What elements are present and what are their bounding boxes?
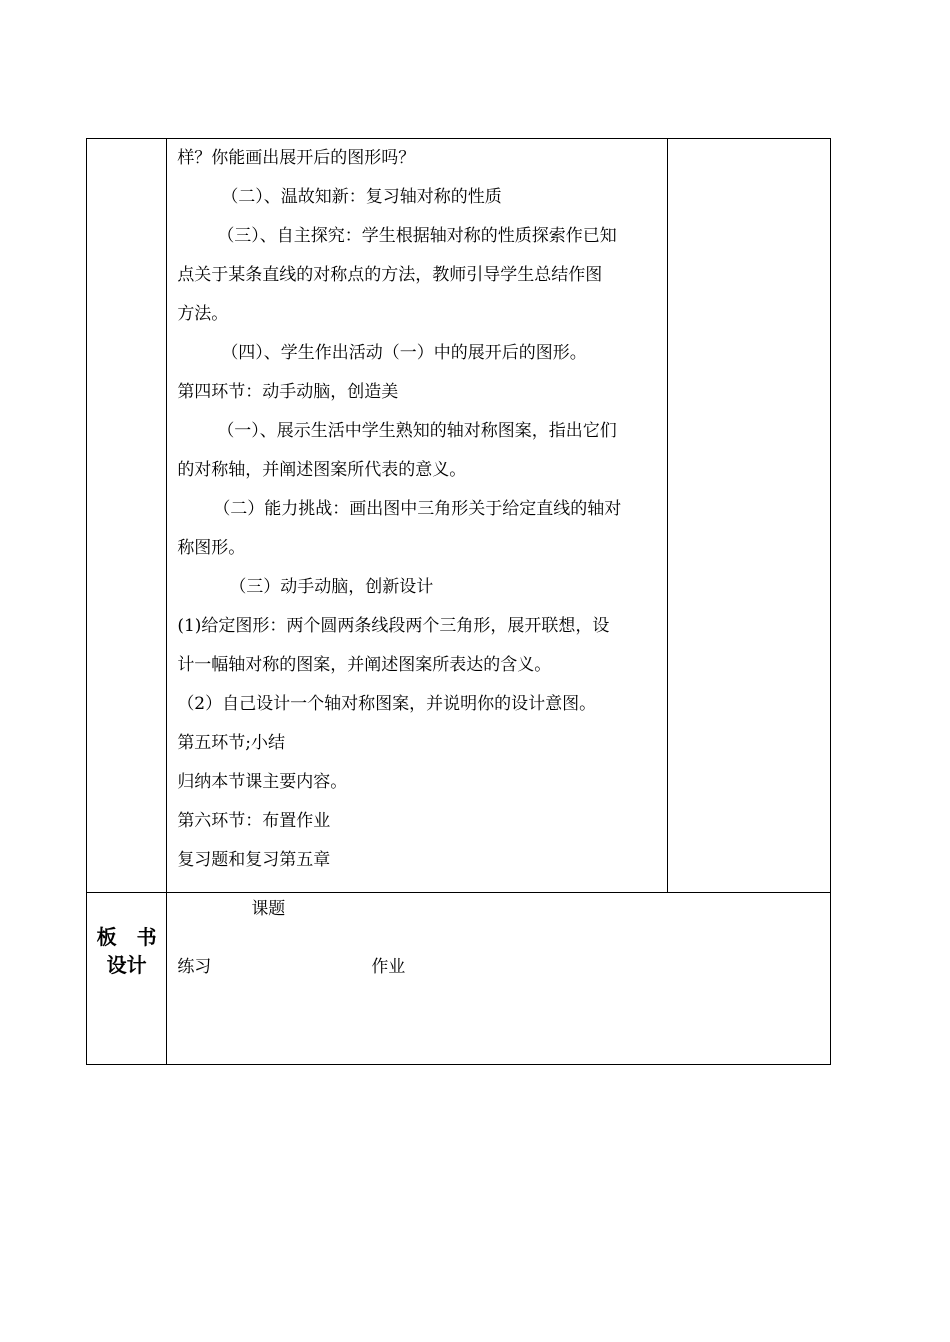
board-topic-label: 课题	[251, 899, 286, 919]
board-design-row	[87, 893, 831, 1065]
content-line: （2）自己设计一个轴对称图案，并说明你的设计意图。	[177, 694, 597, 714]
content-line: 第五环节;小结	[177, 733, 286, 753]
board-design-label-line1: 板 书	[96, 925, 157, 949]
content-line: （四）、学生作出活动（一）中的展开后的图形。	[221, 343, 587, 363]
content-line: 称图形。	[177, 538, 246, 558]
content-line: 样？你能画出展开后的图形吗？	[177, 148, 416, 168]
board-practice-label: 练习	[177, 957, 212, 977]
content-line: （三）动手动脑，创新设计	[229, 577, 434, 597]
board-design-content-cell	[167, 893, 831, 1065]
content-line: （一）、展示生活中学生熟知的轴对称图案，指出它们	[217, 421, 617, 441]
board-design-label-line2: 设计	[106, 953, 147, 977]
content-line: 计一幅轴对称的图案，并阐述图案所表达的含义。	[177, 655, 552, 675]
teaching-process-row	[87, 139, 831, 893]
content-line: （三）、自主探究：学生根据轴对称的性质探索作已知	[217, 226, 617, 246]
board-design-label-cell	[87, 893, 167, 1065]
content-line: 方法。	[177, 304, 229, 324]
content-line: 第六环节：布置作业	[177, 811, 331, 831]
content-line: 复习题和复习第五章	[177, 850, 331, 870]
content-line: 点关于某条直线的对称点的方法，教师引导学生总结作图	[177, 265, 603, 285]
notes-cell	[668, 139, 831, 893]
lesson-plan-table	[86, 138, 831, 1065]
teaching-content-cell	[167, 139, 668, 893]
content-line: 的对称轴，并阐述图案所代表的意义。	[177, 460, 467, 480]
content-line: 第四环节：动手动脑，创造美	[177, 382, 399, 402]
content-line: (1)给定图形：两个圆两条线段两个三角形，展开联想，设	[177, 616, 610, 636]
content-line: 归纳本节课主要内容。	[177, 772, 348, 792]
content-line: （二）、温故知新：复习轴对称的性质	[221, 187, 502, 207]
content-line: （二）能力挑战：画出图中三角形关于给定直线的轴对	[213, 499, 622, 519]
section-label-cell	[87, 139, 167, 893]
board-homework-label: 作业	[371, 957, 406, 977]
